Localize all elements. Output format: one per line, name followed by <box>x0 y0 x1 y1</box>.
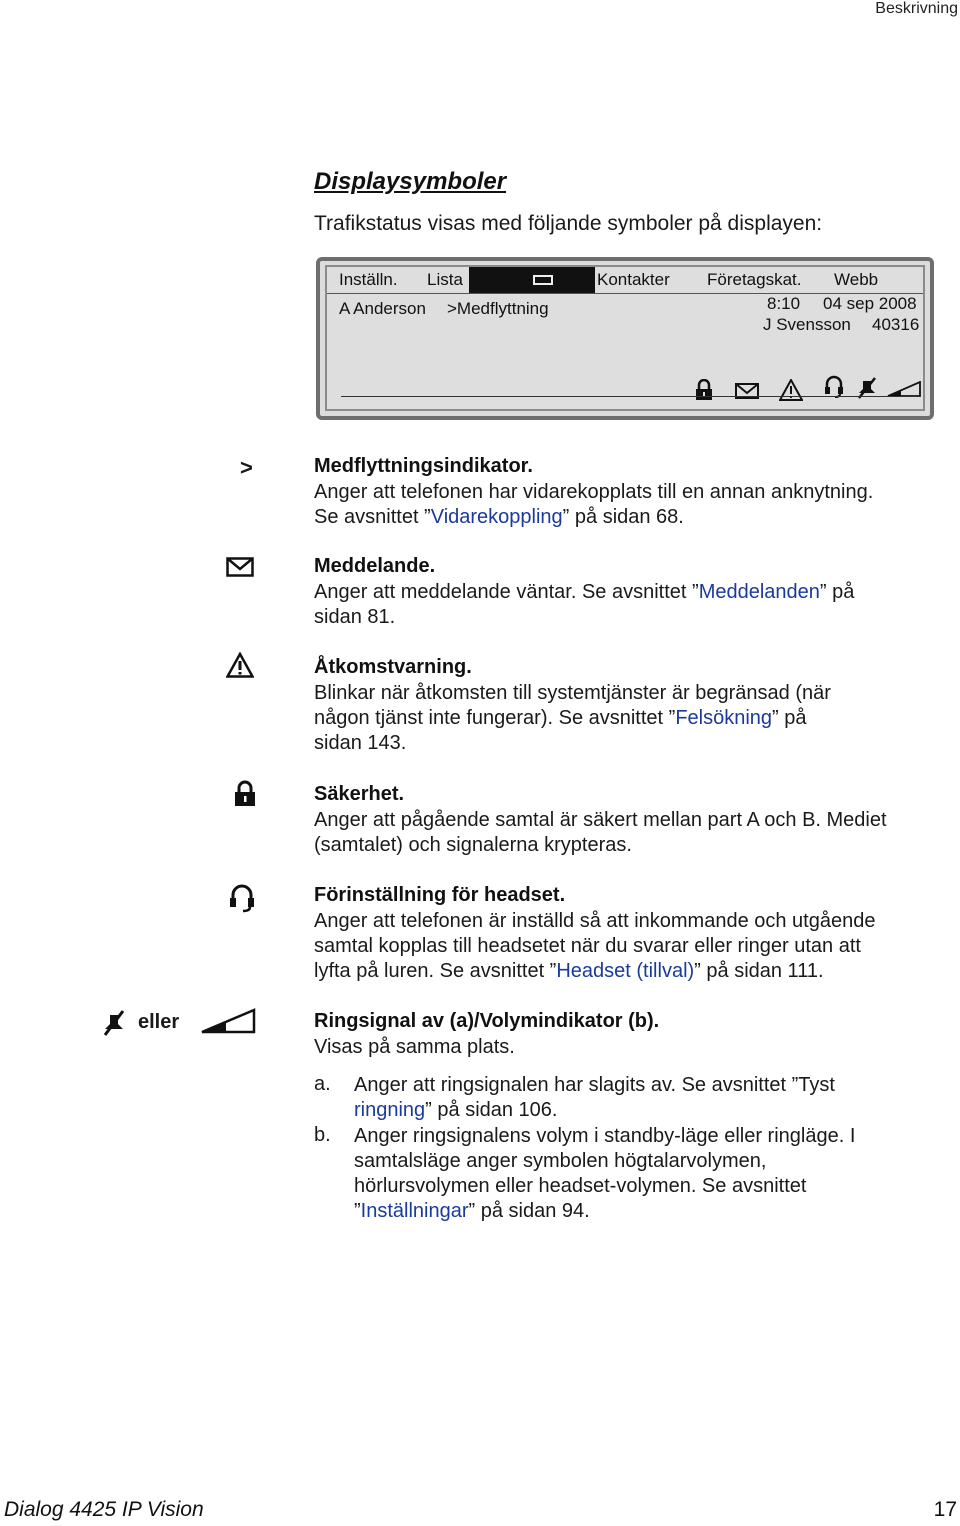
body-line: Anger att pågående samtal är säkert mellan part A och B. Mediet <box>314 809 887 831</box>
display-menu-selected <box>469 267 595 293</box>
link-headset[interactable]: Headset (tillval) <box>556 960 695 982</box>
display-screen <box>325 265 925 411</box>
item-title: Åtkomstvarning. <box>314 656 472 678</box>
section-title: Displaysymboler <box>314 168 507 195</box>
lock-icon <box>232 780 258 808</box>
display-menu-item: Inställn. <box>339 270 398 289</box>
display-time: 8:10 <box>767 294 801 313</box>
item-body <box>314 909 960 984</box>
body-line: samtal kopplas till headsetet när du svarar eller ringer utan att <box>314 935 861 957</box>
display-selector-icon <box>533 275 553 285</box>
body-line: hörlursvolymen eller headset-volymen. Se avsnittet <box>354 1175 807 1197</box>
link-tyst-ringning[interactable]: ringning <box>354 1099 426 1121</box>
item-body <box>314 480 954 530</box>
display-menu-bar <box>327 267 923 294</box>
body-line: Blinkar när åtkomsten till systemtjänster är begränsad (när <box>314 682 831 704</box>
body-line: Anger att ringsignalen har slagits av. Se avsnittet ”Tyst <box>354 1074 835 1096</box>
volume-icon <box>200 1008 256 1034</box>
list-marker-b: b. <box>314 1124 331 1146</box>
item-title: Ringsignal av (a)/Volymindikator (b). <box>314 1010 660 1032</box>
item-body: Visas på samma plats. <box>314 1036 515 1058</box>
display-divider <box>341 396 917 397</box>
item-body <box>314 580 954 630</box>
body-line: Anger att meddelande väntar. Se avsnittet ”Meddelanden” på <box>314 581 855 603</box>
body-line: Anger ringsignalens volym i standby-läge eller ringläge. I <box>354 1125 856 1147</box>
body-line: (samtalet) och signalerna krypteras. <box>314 834 632 856</box>
phone-display <box>316 257 934 420</box>
or-label: eller <box>138 1011 180 1033</box>
link-meddelanden[interactable]: Meddelanden <box>698 581 820 603</box>
display-extension: 40316 <box>872 315 920 334</box>
ringer-off-icon <box>102 1010 126 1036</box>
warning-icon <box>779 379 803 401</box>
footer-product: Dialog 4425 IP Vision <box>4 1498 204 1521</box>
body-line: samtalsläge anger symbolen högtalarvolymen, <box>354 1150 767 1172</box>
item-title: Meddelande. <box>314 555 436 577</box>
body-line: Anger att telefonen har vidarekopplats till en annan anknytning. <box>314 481 874 503</box>
intro-text: Trafikstatus visas med följande symboler på displayen: <box>314 212 823 235</box>
headset-icon <box>228 883 256 913</box>
forward-symbol: > <box>240 455 253 480</box>
display-forward-indicator: >Medflyttning <box>447 299 549 318</box>
running-header: Beskrivning <box>875 0 958 17</box>
display-date: 04 sep 2008 <box>823 294 917 313</box>
list-item <box>354 1073 954 1123</box>
display-menu-item: Lista <box>427 270 463 289</box>
body-line: någon tjänst inte fungerar). Se avsnittet ”Felsökning” på <box>314 707 807 729</box>
item-body <box>314 808 960 858</box>
envelope-icon <box>226 557 254 577</box>
item-title: Säkerhet. <box>314 783 405 805</box>
page-number: 17 <box>933 1498 957 1521</box>
display-menu-item: Kontakter <box>597 270 670 289</box>
list-marker-a: a. <box>314 1073 331 1095</box>
display-menu-item: Webb <box>834 270 879 289</box>
lock-icon <box>693 379 715 401</box>
body-line: Se avsnittet ”Vidarekoppling” på sidan 68. <box>314 506 684 528</box>
body-line: sidan 143. <box>314 732 407 754</box>
display-menu-item: Företagskat. <box>707 270 802 289</box>
body-line: ringning” på sidan 106. <box>354 1099 558 1121</box>
item-title: Förinställning för headset. <box>314 884 566 906</box>
display-user: J Svensson <box>763 315 851 334</box>
body-line: sidan 81. <box>314 606 396 628</box>
item-body <box>314 681 954 756</box>
display-caller: A Anderson <box>339 299 426 318</box>
link-felsokning[interactable]: Felsökning <box>675 707 773 729</box>
link-vidarekoppling[interactable]: Vidarekoppling <box>430 506 563 528</box>
item-title: Medflyttningsindikator. <box>314 455 533 477</box>
link-installningar[interactable]: Inställningar <box>360 1200 469 1222</box>
body-line: ”Inställningar” på sidan 94. <box>354 1200 590 1222</box>
volume-icon <box>887 381 921 397</box>
body-line: lyfta på luren. Se avsnittet ”Headset (tillval)” på sidan 111. <box>314 960 824 982</box>
list-item <box>354 1124 954 1224</box>
warning-icon <box>226 652 254 678</box>
body-line: Anger att telefonen är inställd så att inkommande och utgående <box>314 910 876 932</box>
